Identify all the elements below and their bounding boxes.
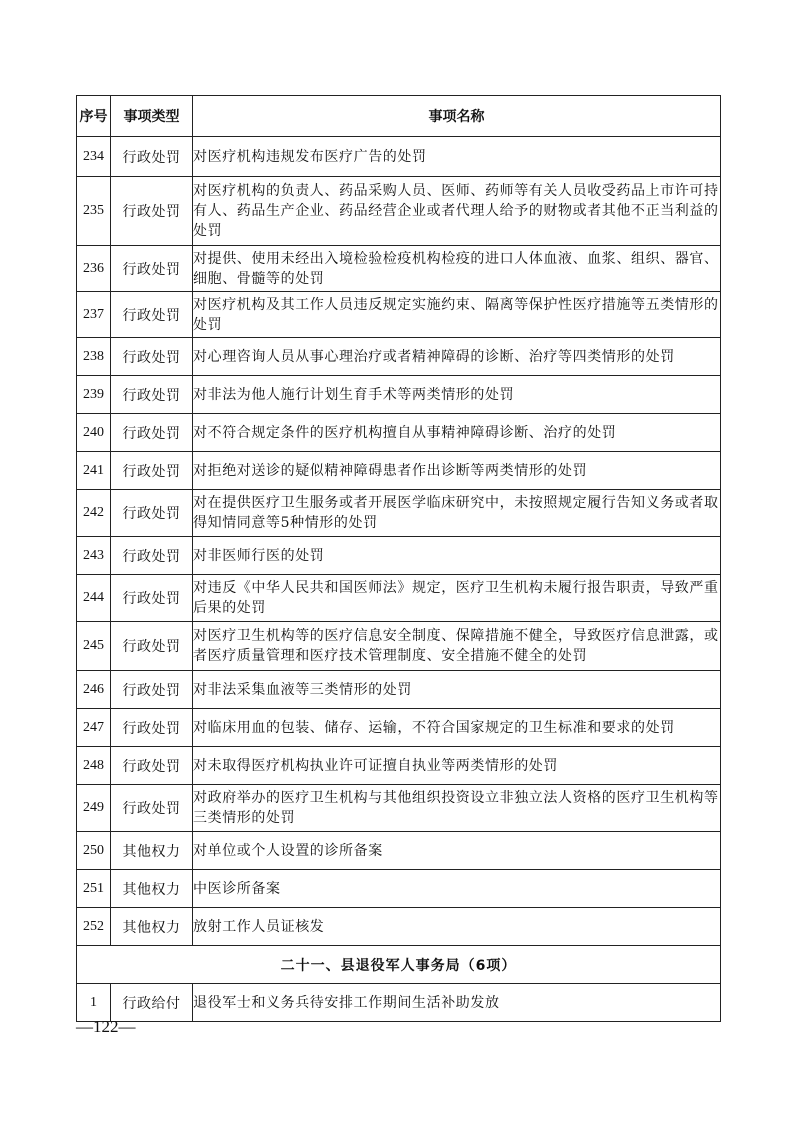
row-type: 行政处罚 [111,414,193,452]
header-serial-number: 序号 [77,96,111,137]
row-type: 行政处罚 [111,246,193,292]
row-type: 行政处罚 [111,709,193,747]
row-number: 250 [77,832,111,870]
row-number: 248 [77,747,111,785]
row-type: 行政处罚 [111,376,193,414]
row-number: 251 [77,870,111,908]
table-row [77,832,721,870]
table-row [77,785,721,832]
row-name: 对拒绝对送诊的疑似精神障碍患者作出诊断等两类情形的处罚 [193,452,721,490]
row-name: 对在提供医疗卫生服务或者开展医学临床研究中，未按照规定履行告知义务或者取得知情同意等5种情形的处罚 [193,490,721,537]
table-row [77,376,721,414]
row-name: 对非法采集血液等三类情形的处罚 [193,671,721,709]
row-name: 对单位或个人设置的诊所备案 [193,832,721,870]
table-row [77,338,721,376]
table-row [77,908,721,946]
table-row [77,537,721,575]
row-number: 243 [77,537,111,575]
row-type: 行政处罚 [111,785,193,832]
table-row [77,984,721,1022]
table-row [77,671,721,709]
row-name: 对提供、使用未经出入境检验检疫机构检疫的进口人体血液、血浆、组织、器官、细胞、骨髓等的处罚 [193,246,721,292]
row-name: 退役军士和义务兵待安排工作期间生活补助发放 [193,984,721,1022]
row-number: 239 [77,376,111,414]
table-row [77,246,721,292]
row-type: 其他权力 [111,870,193,908]
row-name: 对非医师行医的处罚 [193,537,721,575]
row-number: 237 [77,292,111,338]
row-number: 1 [77,984,111,1022]
row-name: 对不符合规定条件的医疗机构擅自从事精神障碍诊断、治疗的处罚 [193,414,721,452]
header-item-name: 事项名称 [193,96,721,137]
table-row [77,747,721,785]
row-name: 对非法为他人施行计划生育手术等两类情形的处罚 [193,376,721,414]
row-number: 242 [77,490,111,537]
row-number: 247 [77,709,111,747]
row-number: 252 [77,908,111,946]
row-name: 对违反《中华人民共和国医师法》规定，医疗卫生机构未履行报告职责，导致严重后果的处罚 [193,575,721,622]
section-title: 二十一、县退役军人事务局（6项） [77,946,721,984]
row-name: 放射工作人员证核发 [193,908,721,946]
table-row [77,414,721,452]
row-number: 236 [77,246,111,292]
row-name: 对心理咨询人员从事心理治疗或者精神障碍的诊断、治疗等四类情形的处罚 [193,338,721,376]
table-row [77,177,721,246]
row-name: 对医疗机构违规发布医疗广告的处罚 [193,137,721,177]
table-header-row [77,96,721,137]
row-name: 对医疗机构的负责人、药品采购人员、医师、药师等有关人员收受药品上市许可持有人、药品生产企业、药品经营企业或者代理人给予的财物或者其他不正当利益的处罚 [193,177,721,246]
row-name: 对医疗机构及其工作人员违反规定实施约束、隔离等保护性医疗措施等五类情形的处罚 [193,292,721,338]
table-row [77,137,721,177]
row-type: 行政给付 [111,984,193,1022]
row-number: 249 [77,785,111,832]
table-row [77,452,721,490]
row-number: 240 [77,414,111,452]
row-name: 对未取得医疗机构执业许可证擅自执业等两类情形的处罚 [193,747,721,785]
row-type: 其他权力 [111,832,193,870]
row-type: 行政处罚 [111,622,193,671]
row-type: 行政处罚 [111,452,193,490]
page-number: —122— [76,1017,136,1036]
row-number: 246 [77,671,111,709]
row-number: 234 [77,137,111,177]
row-number: 244 [77,575,111,622]
row-number: 241 [77,452,111,490]
table-row [77,292,721,338]
table-row [77,575,721,622]
table-row [77,490,721,537]
row-type: 行政处罚 [111,292,193,338]
row-number: 235 [77,177,111,246]
row-type: 行政处罚 [111,338,193,376]
row-name: 对医疗卫生机构等的医疗信息安全制度、保障措施不健全，导致医疗信息泄露，或者医疗质量管理和医疗技术管理制度、安全措施不健全的处罚 [193,622,721,671]
row-type: 行政处罚 [111,575,193,622]
row-type: 行政处罚 [111,137,193,177]
header-item-type: 事项类型 [111,96,193,137]
row-type: 行政处罚 [111,177,193,246]
table-row [77,870,721,908]
row-type: 其他权力 [111,908,193,946]
section-heading-row [77,946,721,984]
row-name: 对临床用血的包装、储存、运输，不符合国家规定的卫生标准和要求的处罚 [193,709,721,747]
power-items-table [76,95,721,1022]
row-number: 238 [77,338,111,376]
table-row [77,622,721,671]
row-name: 对政府举办的医疗卫生机构与其他组织投资设立非独立法人资格的医疗卫生机构等三类情形的处罚 [193,785,721,832]
row-type: 行政处罚 [111,747,193,785]
row-number: 245 [77,622,111,671]
table-row [77,709,721,747]
row-type: 行政处罚 [111,490,193,537]
row-name: 中医诊所备案 [193,870,721,908]
row-type: 行政处罚 [111,671,193,709]
row-type: 行政处罚 [111,537,193,575]
